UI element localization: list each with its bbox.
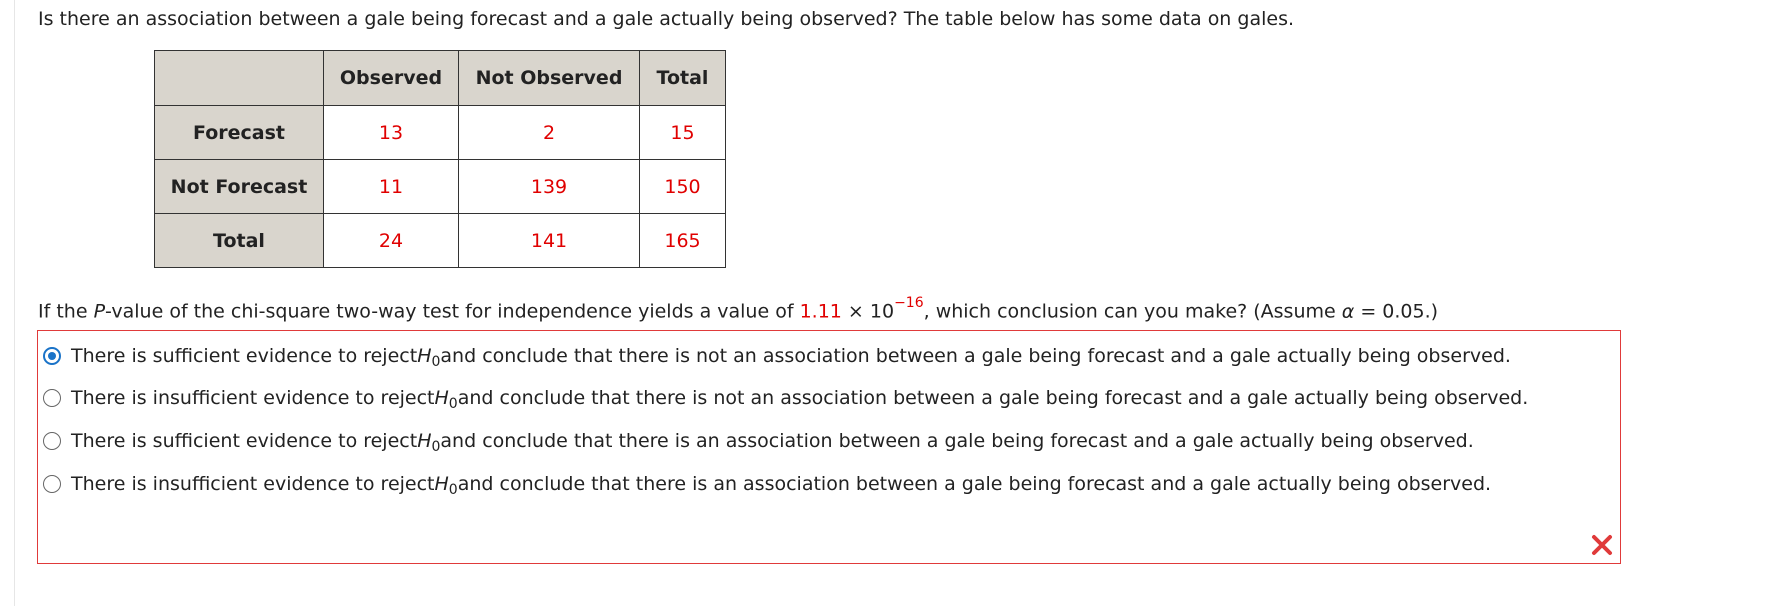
column-header: Observed — [324, 51, 459, 106]
option-text: There is insufficient evidence to reject — [71, 473, 435, 495]
radio-button[interactable] — [43, 432, 61, 450]
option-text: There is sufficient evidence to reject — [71, 430, 418, 452]
answer-option[interactable] — [43, 383, 1528, 413]
table-cell: 141 — [459, 214, 640, 268]
table-cell: 139 — [459, 160, 640, 214]
option-text: and conclude that there is an association between a gale being forecast and a gale actually being observed. — [457, 473, 1492, 495]
table-cell: 15 — [640, 106, 726, 160]
column-header: Total — [640, 51, 726, 106]
table-cell: 13 — [324, 106, 459, 160]
h0-symbol: $H_0$ — [434, 387, 458, 412]
table-row — [155, 106, 726, 160]
table-corner-cell — [155, 51, 324, 106]
alpha-symbol: α — [1341, 300, 1355, 323]
table-row — [155, 214, 726, 268]
contingency-table — [154, 50, 726, 268]
conclusion-prefix: If the — [38, 300, 94, 323]
table-header-row — [155, 51, 726, 106]
p-symbol: P — [93, 300, 106, 323]
h0-symbol: $H_0$ — [417, 430, 441, 455]
option-text: and conclude that there is not an association between a gale being forecast and a gale actually being observed. — [457, 387, 1529, 409]
option-text: There is insufficient evidence to reject — [71, 387, 435, 409]
answer-option[interactable] — [43, 469, 1491, 499]
option-text: and conclude that there is an association between a gale being forecast and a gale actually being observed. — [440, 430, 1474, 452]
answer-option[interactable] — [43, 426, 1474, 456]
question-text: Is there an association between a gale being forecast and a gale actually being observed? The table below has some data on gales. — [38, 8, 1295, 30]
h0-symbol: $H_0$ — [417, 345, 441, 370]
left-border-line — [14, 0, 15, 606]
row-header: Not Forecast — [155, 160, 324, 214]
table-cell: 150 — [640, 160, 726, 214]
option-text: and conclude that there is not an association between a gale being forecast and a gale actually being observed. — [440, 345, 1511, 367]
pvalue-exponent: −16 — [894, 295, 924, 311]
h0-symbol: $H_0$ — [434, 473, 458, 498]
answer-option[interactable] — [43, 341, 1511, 371]
gale-table — [154, 50, 726, 268]
incorrect-x-icon — [1590, 533, 1614, 557]
answer-choices-box — [37, 330, 1621, 564]
radio-button[interactable] — [43, 389, 61, 407]
radio-button-selected[interactable] — [43, 347, 61, 365]
column-header: Not Observed — [459, 51, 640, 106]
conclusion-text: , which conclusion can you make? (Assume — [923, 300, 1342, 323]
pvalue-question — [38, 288, 1438, 329]
table-cell: 2 — [459, 106, 640, 160]
times-ten: × 10 — [841, 300, 895, 323]
conclusion-text: = 0.05.) — [1354, 300, 1439, 323]
table-cell: 24 — [324, 214, 459, 268]
pvalue-mantissa: 1.11 — [799, 300, 842, 323]
row-header: Total — [155, 214, 324, 268]
table-cell: 11 — [324, 160, 459, 214]
row-header: Forecast — [155, 106, 324, 160]
option-text: There is sufficient evidence to reject — [71, 345, 418, 367]
radio-button[interactable] — [43, 475, 61, 493]
table-cell: 165 — [640, 214, 726, 268]
conclusion-text: -value of the chi-square two-way test for independence yields a value of — [105, 300, 800, 323]
table-row — [155, 160, 726, 214]
